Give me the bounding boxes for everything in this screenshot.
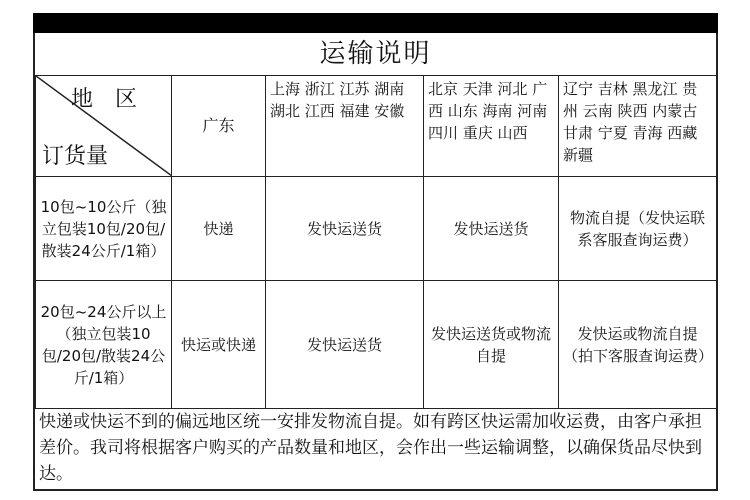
shipping-cell: 发快运送货 (424, 177, 559, 281)
area-label: 地区 (70, 87, 159, 112)
shipping-cell: 快递 (172, 177, 266, 281)
table-row (36, 177, 717, 281)
corner-header (36, 76, 172, 177)
quantity-cell: 10包~10公斤（独立包装10包/20包/散装24公斤/1箱） (36, 177, 172, 281)
shipping-cell: 发快运送货 (266, 281, 424, 409)
top-black-bar (33, 13, 718, 33)
shipping-note: 快递或快运不到的偏远地区统一安排发物流自提。如有跨区快运需加收运费，由客户承担差价。我司将根据客户购买的产品数量和地区，会作出一些运输调整，以确保货品尽快到达。 (39, 412, 702, 484)
shipping-table (35, 75, 717, 409)
shipping-cell: 发快运或物流自提（拍下客服查询运费） (559, 281, 717, 409)
quantity-cell: 20包~24公斤以上（独立包装10包/20包/散装24公斤/1箱） (36, 281, 172, 409)
region-east: 上海 浙江 江苏 湖南 湖北 江西 福建 安徽 (266, 76, 424, 177)
shipping-cell: 快运或快递 (172, 281, 266, 409)
region-north: 北京 天津 河北 广西 山东 海南 河南 四川 重庆 山西 (424, 76, 559, 177)
header-row (36, 76, 717, 177)
shipping-cell: 发快运送货 (266, 177, 424, 281)
page-title: 运输说明 (319, 39, 432, 69)
quantity-label: 订货量 (42, 144, 109, 169)
shipping-info-sheet (33, 33, 718, 491)
table-row (36, 281, 717, 409)
shipping-cell: 发快运送货或物流自提 (424, 281, 559, 409)
region-guangdong: 广东 (172, 76, 266, 177)
region-remote: 辽宁 吉林 黑龙江 贵州 云南 陕西 内蒙古 甘肃 宁夏 青海 西藏 新疆 (559, 76, 717, 177)
shipping-cell: 物流自提（发快运联系客服查询运费） (559, 177, 717, 281)
